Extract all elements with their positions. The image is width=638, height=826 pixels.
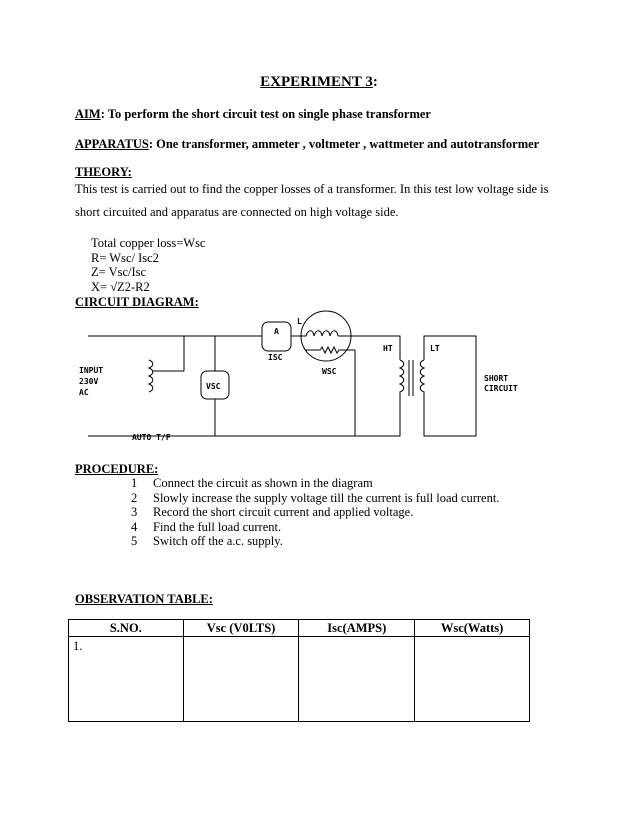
procedure-step: 1 Connect the circuit as shown in the diagram <box>131 476 373 490</box>
ht-coil <box>400 360 404 396</box>
table-cell: 1. <box>69 637 184 722</box>
lt-coil <box>420 360 424 396</box>
input-voltage-label: 230V <box>79 377 99 386</box>
l-label: L <box>297 317 302 326</box>
wsc-label: WSC <box>322 367 337 376</box>
table-cell <box>183 637 299 722</box>
apparatus-label: APPARATUS <box>75 137 149 151</box>
circuit-label: CIRCUIT <box>484 384 518 393</box>
theory-line: This test is carried out to find the copper losses of a transformer. In this test low voltage side is <box>75 182 549 196</box>
lt-label: LT <box>430 344 440 353</box>
procedure-step: 2 Slowly increase the supply voltage till the current is full load current. <box>131 490 500 505</box>
auto-transformer-coil <box>149 360 153 392</box>
observation-table <box>68 619 530 722</box>
observation-heading: OBSERVATION TABLE: <box>75 592 213 606</box>
procedure-step: 3 Record the short circuit current and applied voltage. <box>131 505 414 520</box>
page-title: EXPERIMENT 3: <box>260 74 378 90</box>
table-cell <box>415 637 530 722</box>
column-header: Isc(AMPS) <box>299 620 415 637</box>
transformer-core <box>409 360 413 396</box>
procedure-steps <box>131 476 499 549</box>
apparatus-text: : One transformer, ammeter , voltmeter , wattmeter and autotransformer <box>148 137 540 151</box>
ht-top-wire <box>355 336 400 360</box>
table-header-row <box>69 620 530 637</box>
formula-resistance: R= Wsc/ Isc2 <box>91 250 159 265</box>
input-label: INPUT <box>79 366 104 375</box>
vsc-label: VSC <box>206 382 221 391</box>
theory-line: short circuited and apparatus are connected on high voltage side. <box>75 205 399 219</box>
column-header: Wsc(Watts) <box>415 620 530 637</box>
procedure-heading: PROCEDURE: <box>75 462 159 476</box>
short-label: SHORT <box>484 374 509 383</box>
ht-label: HT <box>383 344 393 353</box>
auto-transformer-label: AUTO T/F <box>132 433 171 442</box>
procedure-step: 5 Switch off the a.c. supply. <box>131 534 283 549</box>
ht-bottom-wire <box>355 396 400 436</box>
isc-label: ISC <box>268 353 283 362</box>
theory-heading: THEORY: <box>75 165 132 179</box>
procedure-step: 4 Find the full load current. <box>131 519 282 534</box>
aim-text: : To perform the short circuit test on single phase transformer <box>100 107 431 121</box>
table-row <box>69 637 530 722</box>
circuit-heading: CIRCUIT DIAGRAM: <box>75 295 199 309</box>
table-cell <box>299 637 415 722</box>
current-coil <box>306 331 338 336</box>
formula-impedance: Z= Vsc/Isc <box>91 265 147 279</box>
input-ac-label: AC <box>79 388 89 397</box>
column-header: Vsc (V0LTS) <box>183 620 299 637</box>
formula-total-loss: Total copper loss=Wsc <box>91 236 206 250</box>
aim-label: AIM <box>75 107 101 121</box>
ammeter-label: A <box>274 327 279 336</box>
column-header: S.NO. <box>69 620 184 637</box>
formula-reactance: X= √Z2-R2 <box>91 279 150 294</box>
